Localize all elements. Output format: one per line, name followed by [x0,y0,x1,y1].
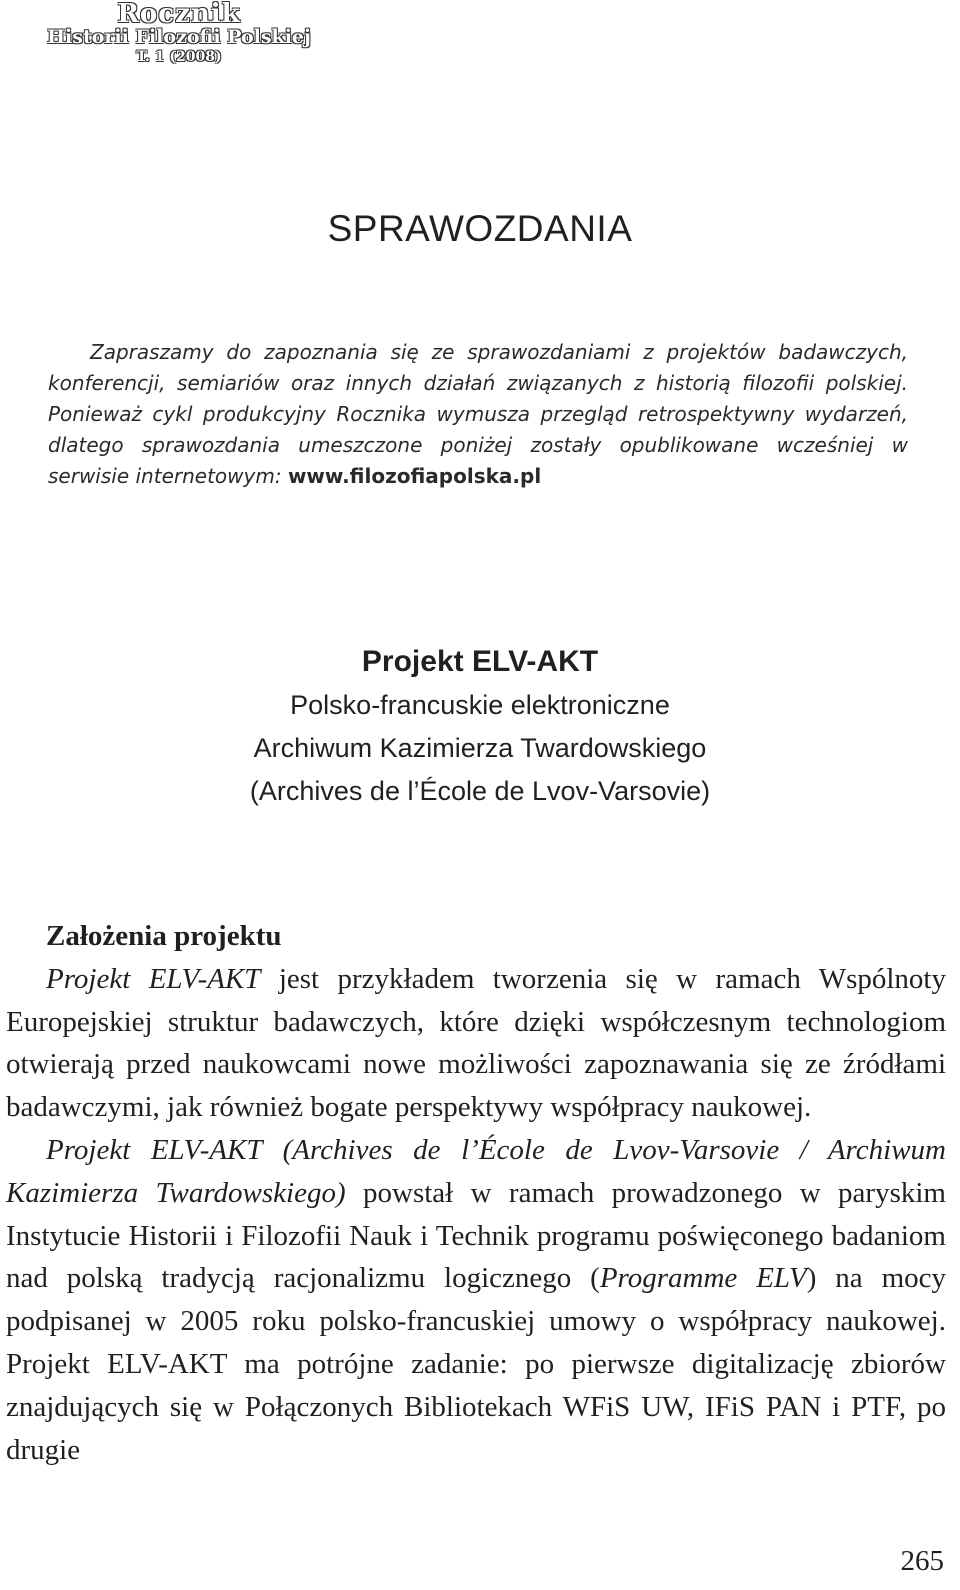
section-title: SPRAWOZDANIA [327,208,633,249]
paragraph-1-italic: Projekt ELV-AKT [46,962,261,995]
project-subtitle-line-1: Polsko-francuskie elektroniczne [290,690,670,720]
journal-header [14,2,344,66]
paragraph-1-text: jest przykładem tworzenia się w ramach Wspólnoty Europejskiej struktur badawczych, które dzięki współczesnym technologiom otwierają przed naukowcami nowe możliwości zapoznawania się ze źródłami badawczymi, jak również bogate perspektywy współpracy naukowej. [6,962,946,1124]
journal-volume: T. 1 (2008) [136,49,222,65]
project-title: Projekt ELV-AKT [361,645,599,678]
paragraph-2-italic: Projekt ELV-AKT (Archives de l’École de Lvov-Varsovie / Archiwum Kazimierza Twardowskiego) [6,1133,946,1209]
paragraph-2-italic-2: Programme ELV [599,1262,807,1295]
article-body [6,915,946,1471]
paragraph-2-text-b: ) na mocy podpisanej w 2005 roku polsko-francuskiej umowy o współpracy naukowej. Projekt ELV-AKT ma potrójne zadanie: po pierwsze digitalizację zbiorów znajdujących się w Połączonych Bibliotekach WFiS UW, IFiS PAN i PTF, po drugie [6,1262,946,1466]
project-heading [0,640,960,813]
page-number: 265 [900,1545,944,1577]
website-link[interactable]: www.filozofiapolska.pl [287,464,542,488]
intro-text: Zapraszamy do zapoznania się ze sprawozdaniami z projektów badawczych, konferencji, semiariów oraz innych działań związanych z historią filozofii polskiej. Ponieważ cykl produkcyjny Rocznika wymusza przegląd retrospektywny wydarzeń, dlatego sprawozdania umeszczone poniżej zostały opublikowane wcześniej w serwisie internetowym: [48,340,908,488]
paragraph-1 [6,958,946,1129]
journal-name: Rocznik [117,0,241,29]
journal-subtitle: Historii Filozofii Polskiej [47,26,311,48]
paragraph-2-text-a: powstał w ramach prowadzonego w paryskim Instytucie Historii i Filozofii Nauk i Technik programu poświęconego badaniom nad polską tradycją racjonalizmu logicznego ( [6,1176,946,1295]
subheading: Założenia projektu [46,920,282,952]
paragraph-2 [6,1129,946,1471]
project-subtitle-line-3: (Archives de l’École de Lvov-Varsovie) [249,776,711,806]
intro-paragraph [48,337,908,492]
project-subtitle-line-2: Archiwum Kazimierza Twardowskiego [253,733,707,763]
